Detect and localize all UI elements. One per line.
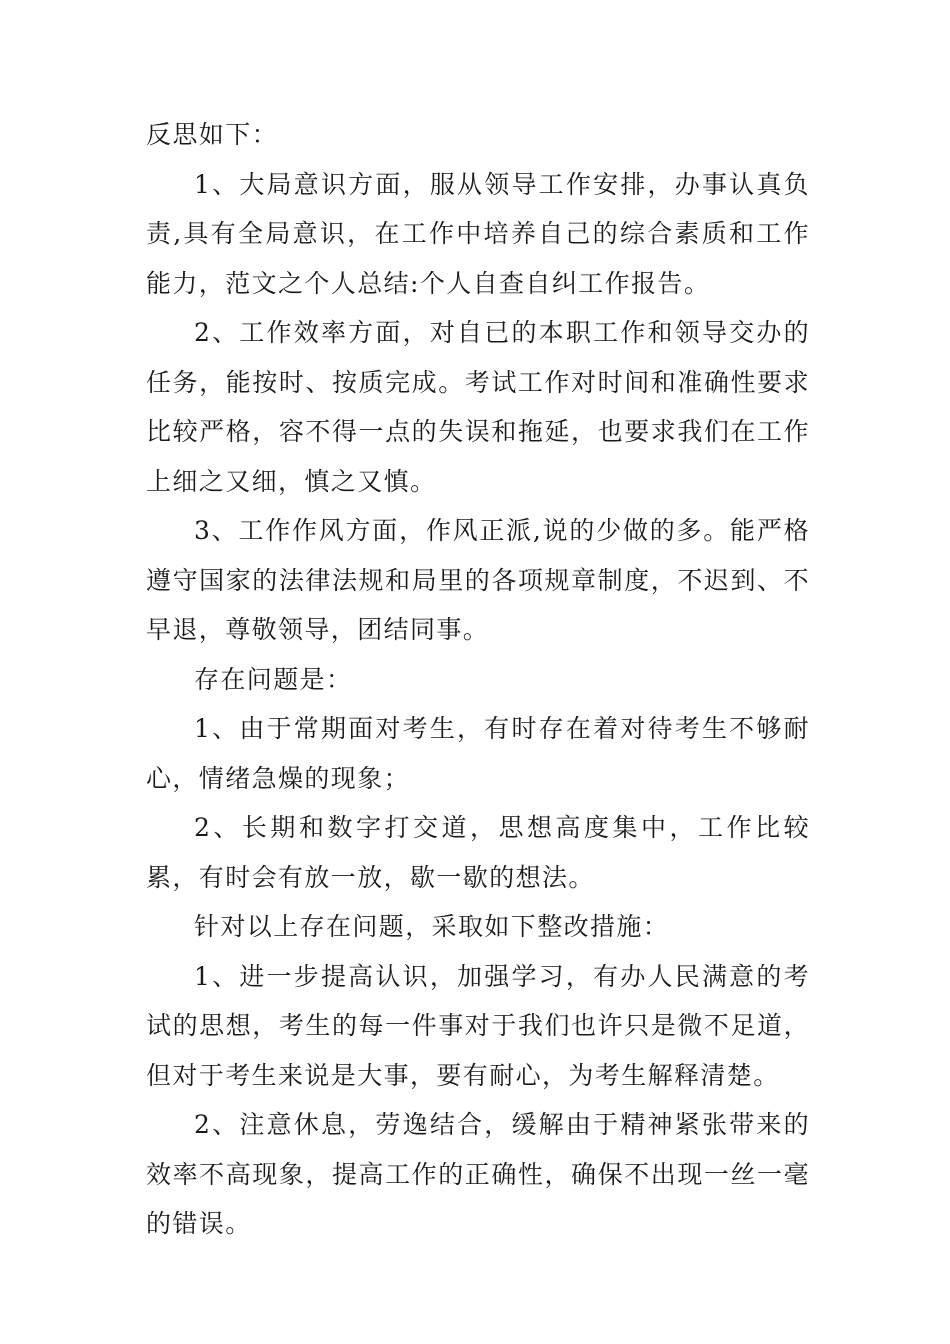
paragraph-measures-heading: 针对以上存在问题，采取如下整改措施： — [194, 912, 670, 941]
paragraph-work-style: 3、工作作风方面，作风正派,说的少做的多。能严格遵守国家的法律法规和局里的各项规章制度，不迟到、不早退，尊敬领导，团结同事。 — [146, 516, 810, 644]
paragraph-problems-heading: 存在问题是： — [194, 664, 353, 694]
paragraph-problem-2: 2、长期和数字打交道，思想高度集中，工作比较累，有时会有放一放，歇一歇的想法。 — [146, 813, 810, 892]
paragraph-measure-2: 2、注意休息，劳逸结合，缓解由于精神紧张带来的效率不高现象，提高工作的正确性，确保不出现一丝一毫的错误。 — [146, 1110, 810, 1238]
paragraph-measure-1: 1、进一步提高认识，加强学习，有办人民满意的考试的思想，考生的每一件事对于我们也许只是微不足道，但对于考生来说是大事，要有耐心，为考生解释清楚。 — [146, 961, 810, 1090]
paragraph-work-efficiency: 2、工作效率方面，对自已的本职工作和领导交办的任务，能按时、按质完成。考试工作对时间和准确性要求比较严格，容不得一点的失误和拖延，也要求我们在工作上细之又细，慎之又慎。 — [146, 318, 810, 496]
paragraph-problem-1: 1、由于常期面对考生，有时存在着对待考生不够耐心，情绪急燥的现象； — [146, 714, 810, 793]
paragraph-reflection-heading: 反思如下： — [146, 120, 279, 149]
document-body — [146, 110, 810, 1249]
paragraph-overall-awareness: 1、大局意识方面，服从领导工作安排，办事认真负责,具有全局意识，在工作中培养自己的综合素质和工作能力，范文之个人总结:个人自查自纠工作报告。 — [146, 169, 810, 298]
